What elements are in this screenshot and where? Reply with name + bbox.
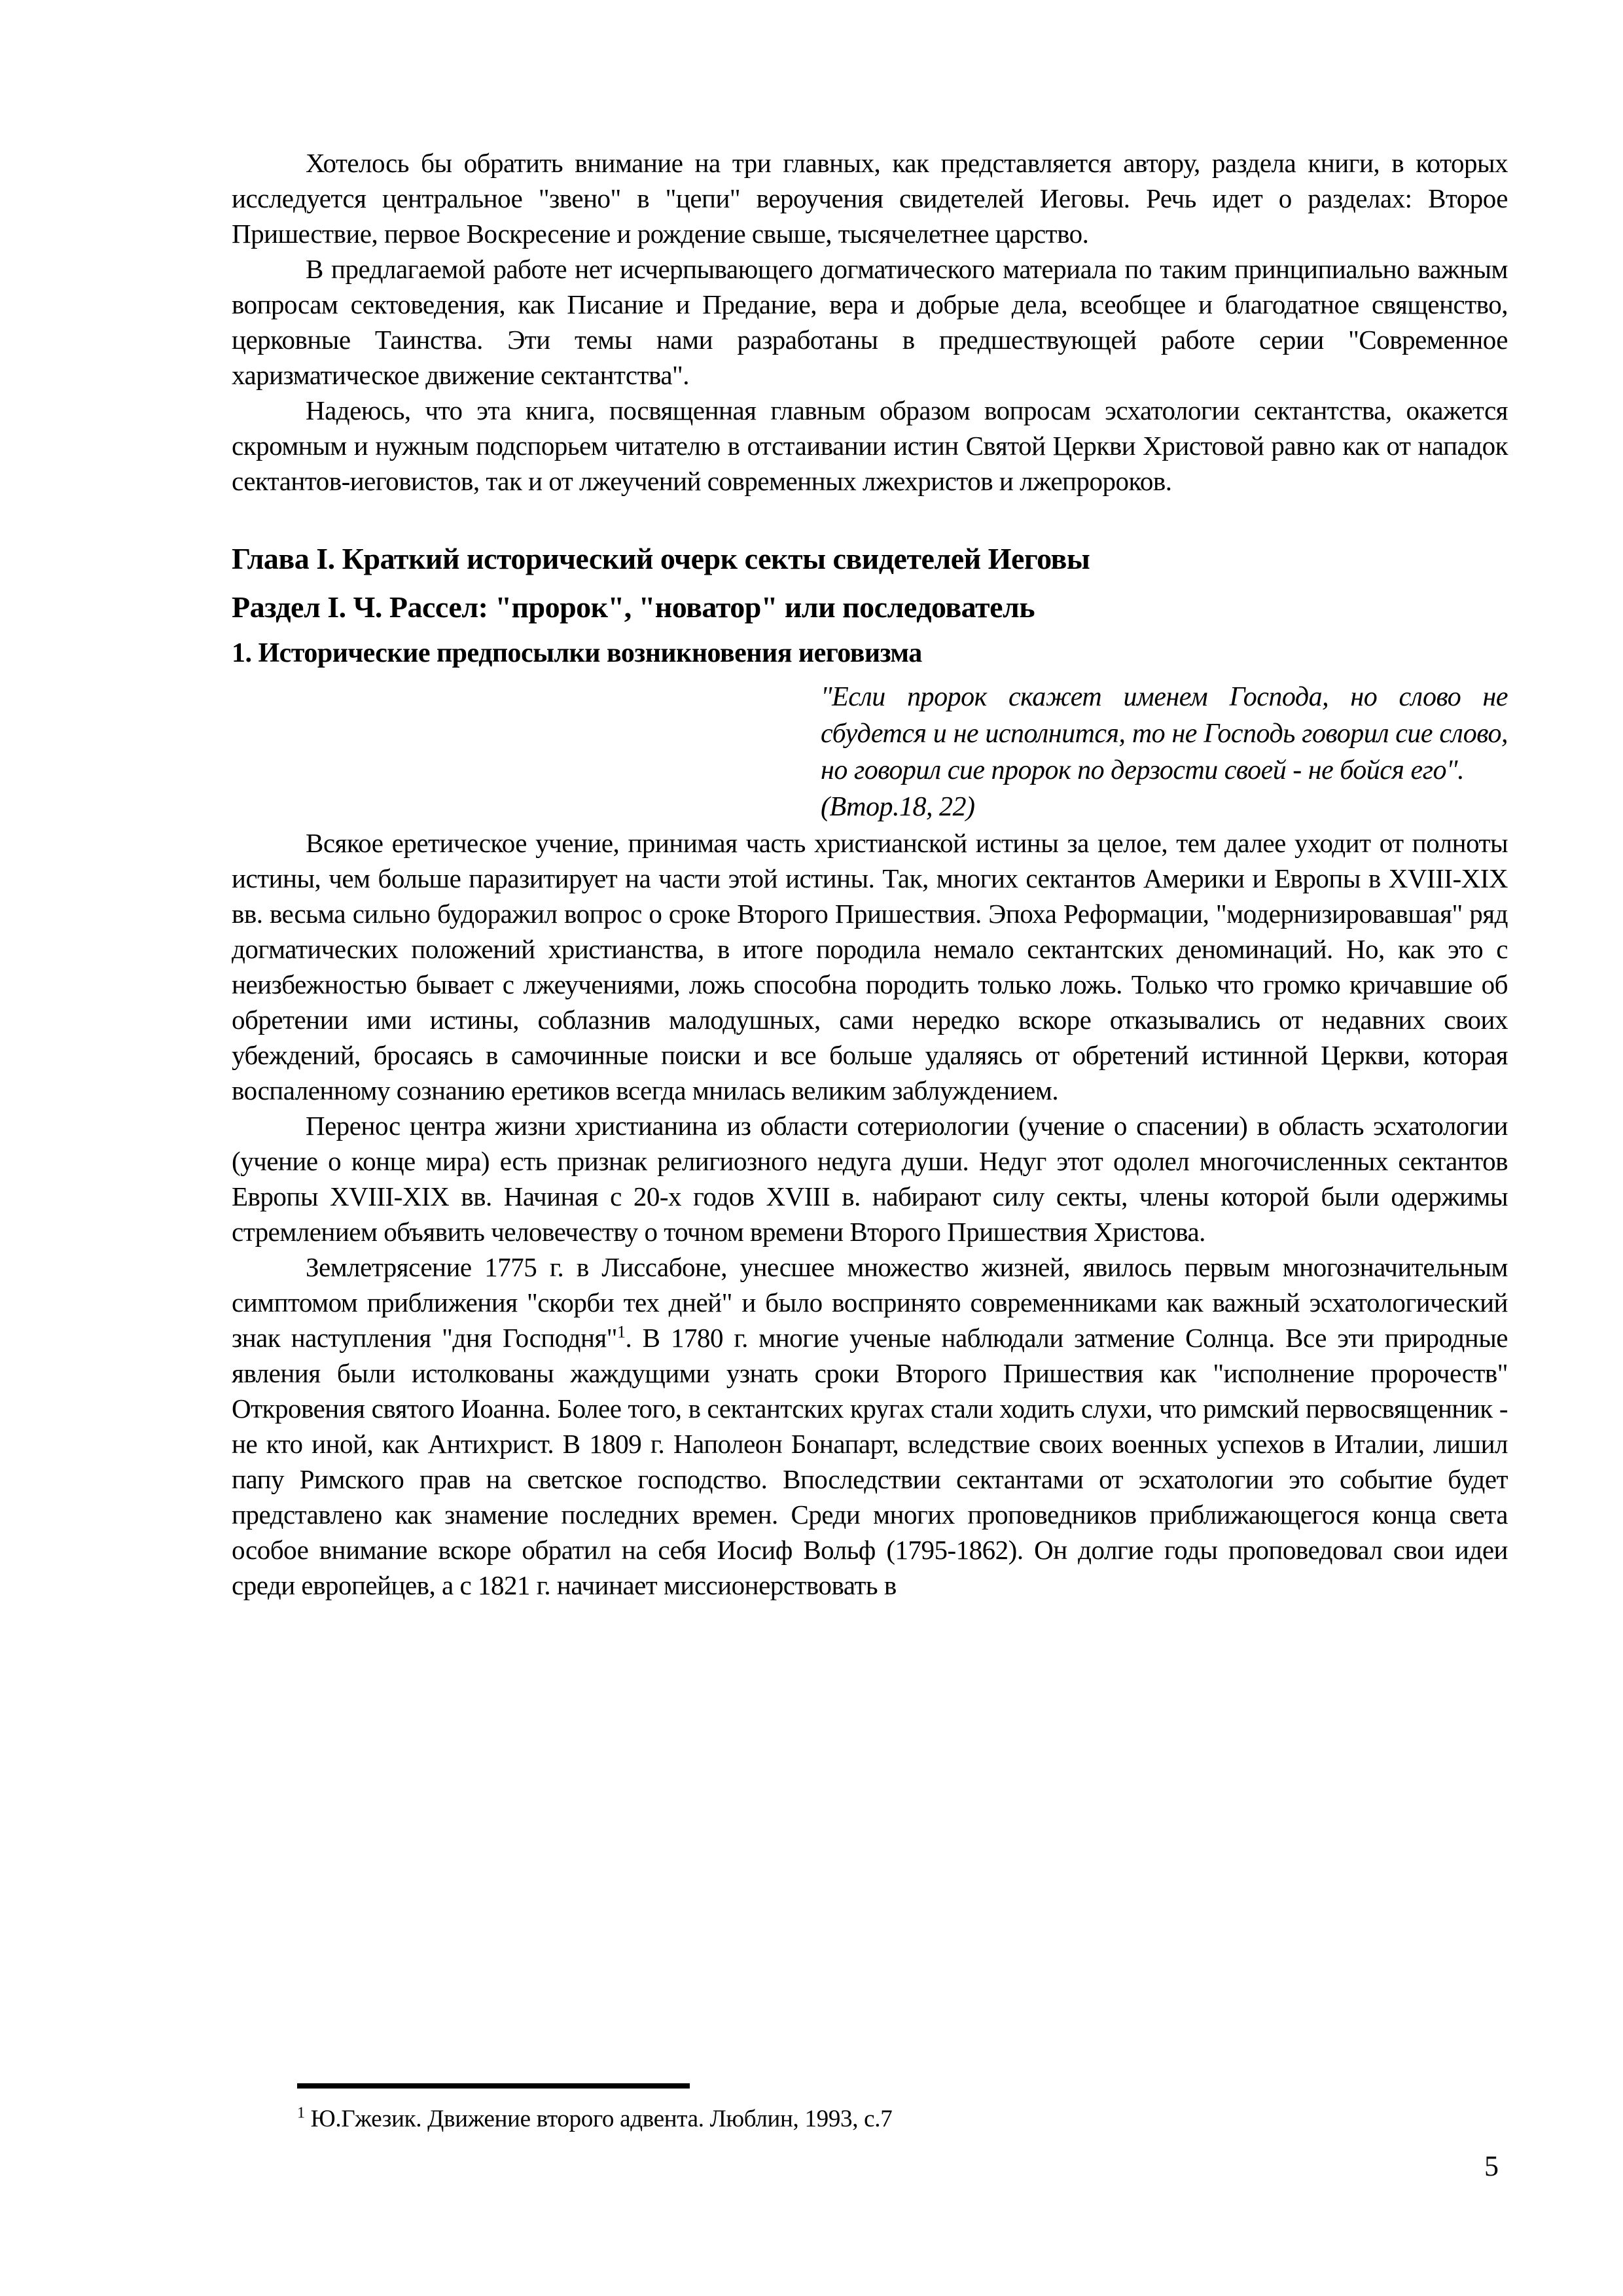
footnote-divider [297,2083,690,2089]
body-paragraph-2: Перенос центра жизни христианина из области сотериологии (учение о спасении) в область эсхатологии (учение о конце мира) есть признак религиозного недуга души. Недуг этот одолел многочисленных сектантов Европы XVIII-XIX вв. Начиная с 20-х годов XVIII в. набирают силу секты, члены которой были одержимы стремлением объявить человечеству о точном времени Второго Пришествия Христова. [232,1111,1508,1247]
body-paragraph-3 [232,1249,1508,1603]
epigraph-source: (Втор.18, 22) [821,792,975,822]
footnote-area [232,2083,1508,2134]
body-paragraph-1: Всякое еретическое учение, принимая часть христианской истины за целое, тем далее уходит от полноты истины, чем больше паразитирует на части этой истины. Так, многих сектантов Америки и Европы в XVIII-XIX вв. весьма сильно будоражил вопрос о сроке Второго Пришествия. Эпоха Реформации, "модернизировавшая" ряд догматических положений христианства, в итоге породила немало сектантских деноминаций. Но, как это с неизбежностью бывает с лжеучениями, ложь способна породить только ложь. Только что громко кричавшие об обретении ими истины, соблазнив малодушных, сами нередко вскоре отказывались от недавних своих убеждений, бросаясь в самочинные поиски и все больше удаляясь от обретений истинной Церкви, которая воспаленному сознанию еретиков всегда мнилась великим заблуждением. [232,828,1508,1105]
epigraph [821,679,1508,825]
epigraph-quote: "Если пророк скажет именем Господа, но слово не сбудется и не исполнится, то не Господь говорил сие слово, но говорил сие пророк по дерзости своей - не бойся его". [821,682,1508,785]
subsection-heading: 1. Исторические предпосылки возникновения иеговизма [232,638,922,668]
body-paragraph-3-continuation: . В 1780 г. многие ученые наблюдали затмение Солнца. Все эти природные явления были истолкованы жаждущими узнать сроки Второго Пришествия как "исполнение пророчеств" Откровения святого Иоанна. Более того, в сектантских кругах стали ходить слухи, что римский первосвященник - не кто иной, как Антихрист. В 1809 г. Наполеон Бонапарт, вследствие своих военных успехов в Италии, лишил папу Римского прав на светское господство. Впоследствии сектантами от эсхатологии это событие будет представлено как знамение последних времен. Среди многих проповедников приближающегося конца света особое внимание вскоре обратил на себя Иосиф Вольф (1795-1862). Он долгие годы проповедовал свои идеи среди европейцев, а с 1821 г. начинает миссионерствовать в [232,1323,1508,1600]
page-number: 5 [1484,2150,1499,2182]
chapter-heading: Глава I. Краткий исторический очерк секты свидетелей Иеговы [232,542,1090,575]
intro-paragraph-1: Хотелось бы обратить внимание на три главных, как представляется автору, раздела книги, в которых исследуется центральное "звено" в "цепи" вероучения свидетелей Иеговы. Речь идет о разделах: Второе Пришествие, первое Воскресение и рождение свыше, тысячелетнее царство. [232,148,1508,249]
intro-paragraph-2: В предлагаемой работе нет исчерпывающего догматического материала по таким принципиально важным вопросам сектоведения, как Писание и Предание, вера и добрые дела, всеобщее и благодатное священство, церковные Таинства. Эти темы нами разработаны в предшествующей работе серии "Современное харизматическое движение сектантства". [232,254,1508,390]
footnote-citation: Ю.Гжезик. Движение второго адвента. Люблин, 1993, с.7 [310,2106,893,2132]
body-paragraph-3-text: Землетрясение 1775 г. в Лиссабоне, унесшее множество жизней, явилось первым многозначительным симптомом приближения "скорби тех дней" и было воспринято современниками как важный эсхатологический знак наступления "дня Господня" [232,1252,1508,1353]
footnote-number: 1 [297,2104,305,2122]
footnote-reference-marker: 1 [617,1322,626,1342]
intro-paragraph-3: Надеюсь, что эта книга, посвященная главным образом вопросам эсхатологии сектантства, окажется скромным и нужным подспорьем читателю в отстаивании истин Святой Церкви Христовой равно как от нападок сектантов-иеговистов, так и от лжеучений современных лжехристов и лжепророков. [232,395,1508,496]
page-body [232,145,1508,1603]
footnote [232,2104,1508,2134]
section-heading: Раздел I. Ч. Рассел: "пророк", "новатор" или последователь [232,590,1035,624]
